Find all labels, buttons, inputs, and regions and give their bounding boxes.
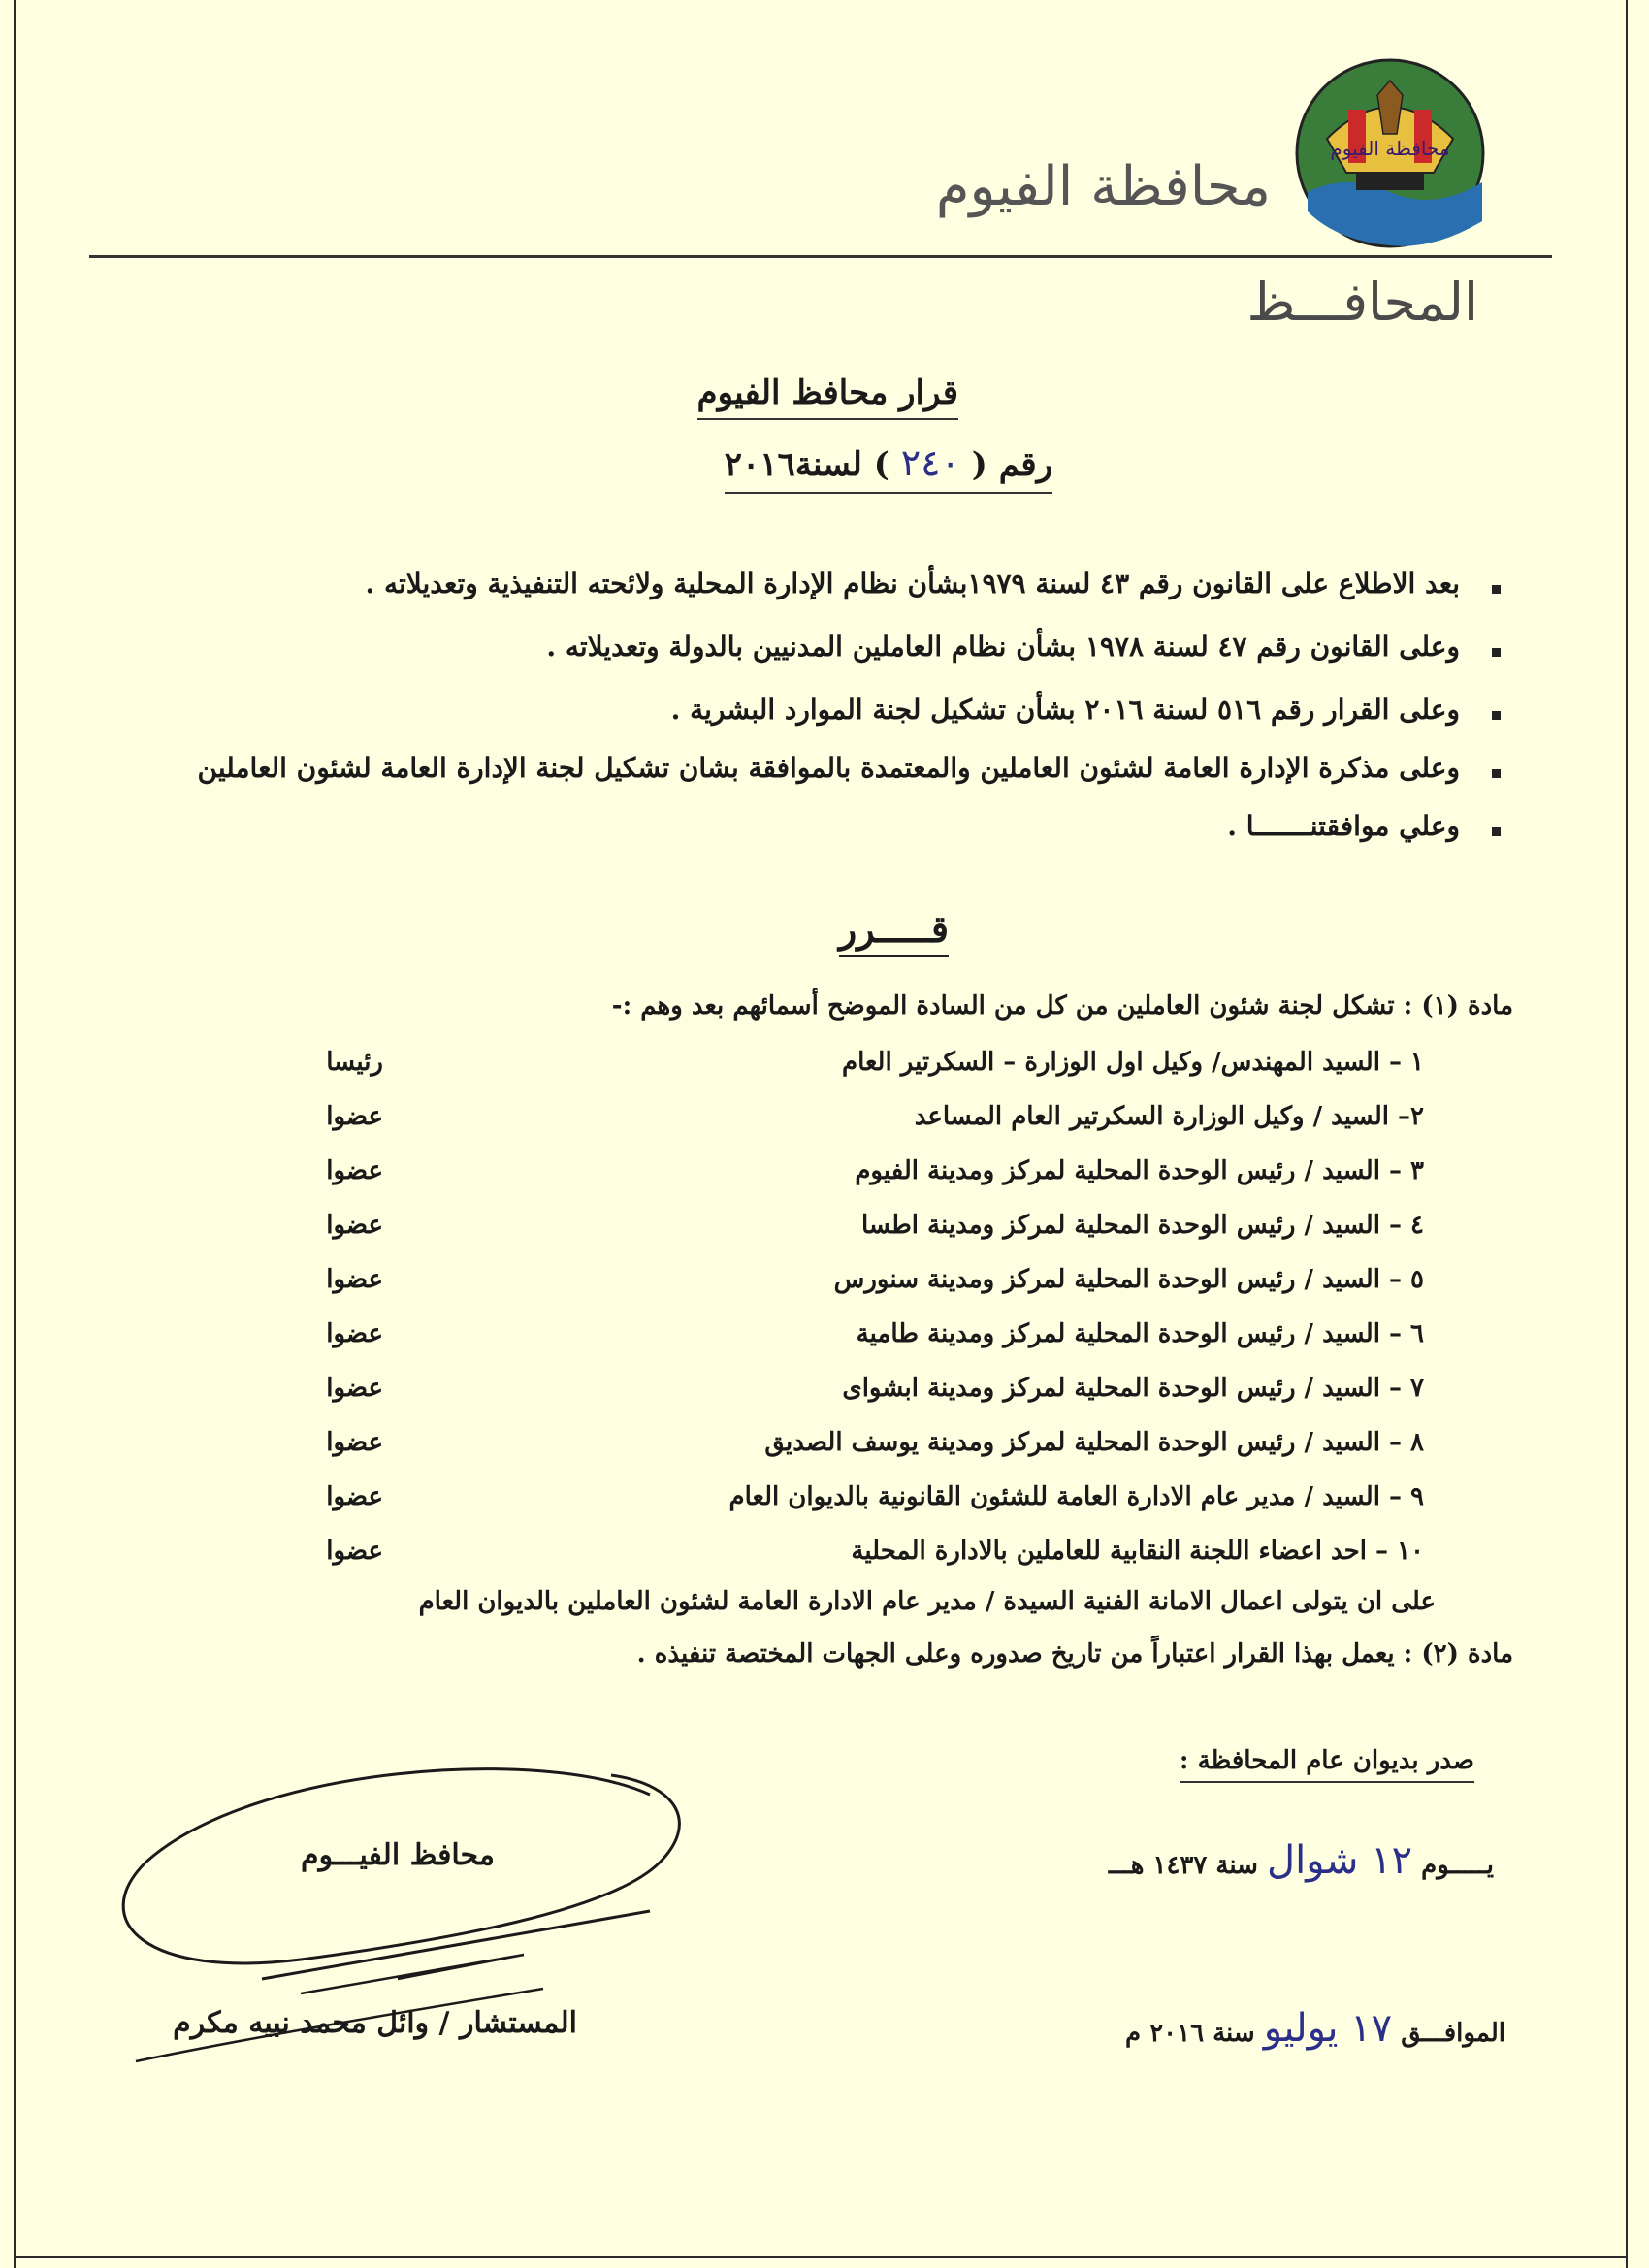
member-role: عضوا [326, 1374, 383, 1403]
preamble-item: وعلي موافقتنـــــــا . [1227, 810, 1460, 842]
gregorian-date-prefix: الموافـــق [1401, 2019, 1505, 2048]
article-2: مادة (٢) : يعمل بهذا القرار اعتباراً من تاريخ صدوره وعلى الجهات المختصة تنفيذه . [636, 1639, 1513, 1669]
preamble-item: وعلى القرار رقم ٥١٦ لسنة ٢٠١٦ بشأن تشكيل لجنة الموارد البشرية . [670, 694, 1460, 726]
governorate-emblem-icon [1288, 56, 1492, 250]
office-title: المحافـــظ [1246, 272, 1478, 333]
decision-heading: قـــــرر [839, 907, 949, 957]
signatory-name: المستشار / وائل محمد نبيه مكرم [173, 2006, 577, 2040]
decree-title: قرار محافظ الفيوم [697, 373, 958, 420]
member-role: عضوا [326, 1102, 383, 1131]
hijri-date-prefix: يـــــوم [1421, 1851, 1494, 1880]
hijri-date-handwritten: ١٢ شوال [1267, 1838, 1413, 1883]
gregorian-date [1125, 2006, 1505, 2051]
hijri-date [1109, 1838, 1494, 1883]
page-border-bottom [14, 2256, 1628, 2258]
member-role: عضوا [326, 1265, 383, 1294]
member-role: رئيسا [326, 1048, 383, 1077]
member-name: ٩ – السيد / مدير عام الادارة العامة للشئون القانونية بالديوان العام [728, 1482, 1424, 1511]
member-role: عضوا [326, 1319, 383, 1348]
member-role: عضوا [326, 1482, 383, 1511]
member-name: ١ – السيد المهندس/ وكيل اول الوزارة – السكرتير العام [841, 1048, 1424, 1077]
issued-at-label: صدر بديوان عام المحافظة : [1180, 1746, 1474, 1783]
page-border-right [1626, 0, 1628, 2268]
hijri-date-suffix: سنة ١٤٣٧ هـــ [1108, 1851, 1258, 1880]
gregorian-date-suffix: سنة ٢٠١٦ م [1125, 2019, 1255, 2048]
member-name: ١٠ – احد اعضاء اللجنة النقابية للعاملين بالادارة المحلية [851, 1537, 1424, 1566]
bullet-icon [1492, 711, 1501, 720]
preamble-item: بعد الاطلاع على القانون رقم ٤٣ لسنة ١٩٧٩بشأن نظام الإدارة المحلية ولائحته التنفيذية وتعديلاته . [365, 567, 1460, 599]
header-divider [89, 255, 1552, 258]
decree-number-suffix: ) لسنة٢٠١٦ [724, 445, 889, 484]
decree-number-handwritten: ٢٤٠ [900, 441, 960, 484]
member-name: ٥ – السيد / رئيس الوحدة المحلية لمركز ومدينة سنورس [833, 1265, 1424, 1294]
member-name: ٢– السيد / وكيل الوزارة السكرتير العام المساعد [914, 1102, 1424, 1131]
gregorian-date-handwritten: ١٧ يوليو [1263, 2006, 1393, 2051]
decree-number-prefix: رقم ( [971, 445, 1052, 484]
governorate-title: محافظة الفيوم [935, 155, 1271, 218]
member-role: عضوا [326, 1537, 383, 1566]
member-name: ٦ – السيد / رئيس الوحدة المحلية لمركز ومدينة طامية [856, 1319, 1424, 1348]
page-border-left [14, 0, 16, 2268]
secretariat-note: على ان يتولى اعمال الامانة الفنية السيدة / مدير عام الادارة العامة لشئون العاملين بالديوان العام [418, 1587, 1436, 1616]
preamble-item: وعلى القانون رقم ٤٧ لسنة ١٩٧٨ بشأن نظام العاملين المدنيين بالدولة وتعديلاته . [546, 631, 1460, 663]
member-name: ٤ – السيد / رئيس الوحدة المحلية لمركز ومدينة اطسا [860, 1211, 1424, 1240]
article-1: مادة (١) : تشكل لجنة شئون العاملين من كل من السادة الموضح أسمائهم بعد وهم :- [611, 991, 1513, 1021]
emblem-text: محافظة الفيوم [1330, 137, 1450, 160]
member-role: عضوا [326, 1156, 383, 1185]
bullet-icon [1492, 827, 1501, 836]
member-name: ٧ – السيد / رئيس الوحدة المحلية لمركز ومدينة ابشواى [842, 1374, 1424, 1403]
bullet-icon [1492, 648, 1501, 657]
member-name: ٣ – السيد / رئيس الوحدة المحلية لمركز ومدينة الفيوم [855, 1156, 1424, 1185]
bullet-icon [1492, 585, 1501, 594]
member-name: ٨ – السيد / رئيس الوحدة المحلية لمركز ومدينة يوسف الصديق [764, 1428, 1424, 1457]
bullet-icon [1492, 769, 1501, 778]
member-role: عضوا [326, 1211, 383, 1240]
decree-number-line [725, 441, 1052, 494]
signatory-title: محافظ الفيـــوم [301, 1838, 495, 1872]
preamble-item: وعلى مذكرة الإدارة العامة لشئون العاملين والمعتمدة بالموافقة بشان تشكيل لجنة الإدارة العامة لشئون العاملين [197, 752, 1460, 784]
member-role: عضوا [326, 1428, 383, 1457]
